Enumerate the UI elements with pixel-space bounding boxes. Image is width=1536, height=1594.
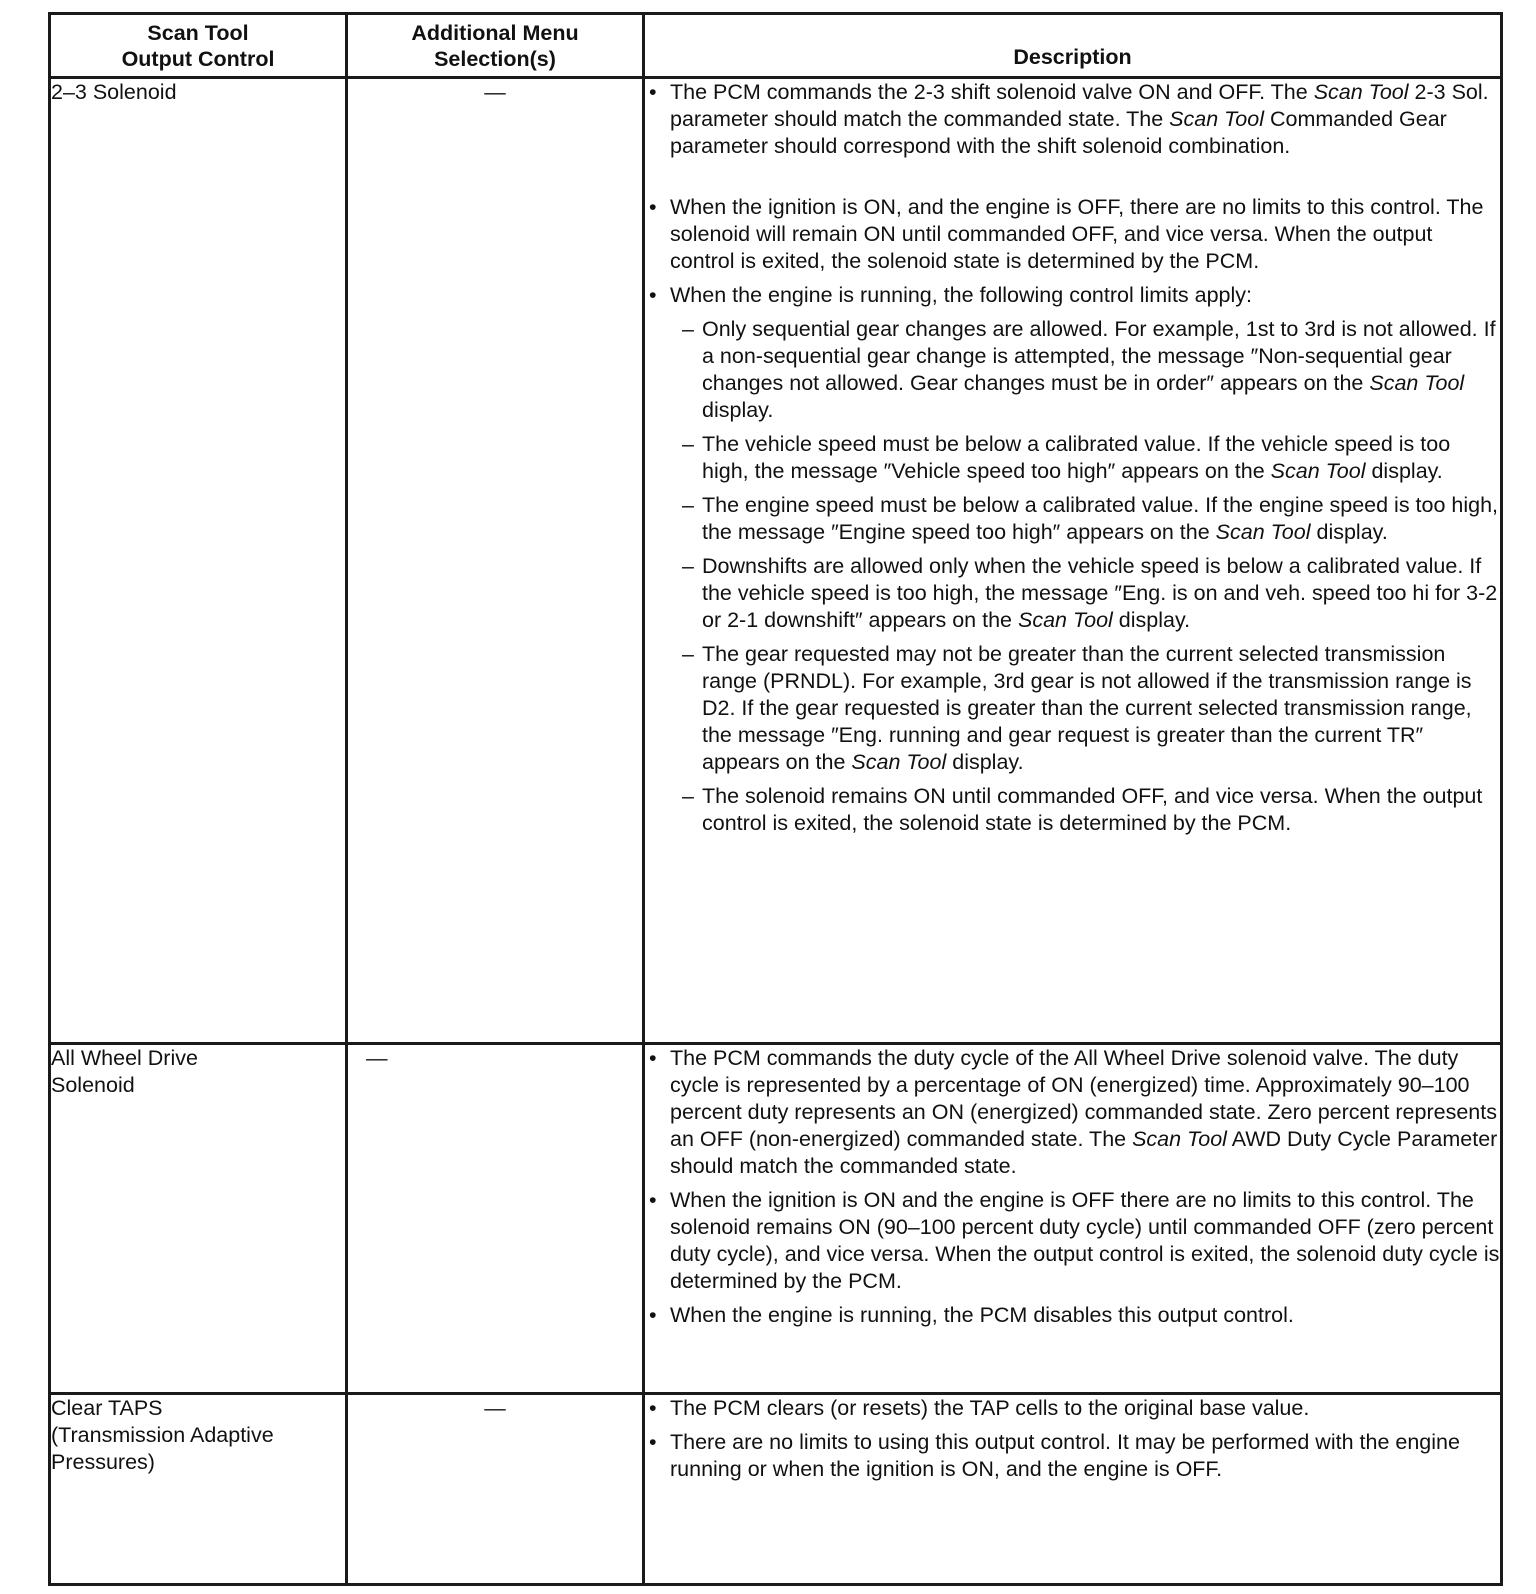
italic-term: Scan Tool — [1313, 80, 1409, 104]
bullet-item: • When the ignition is ON, and the engine is OFF, there are no limits to this control. The solenoid will remain ON until commanded OFF, and vice versa. When the output control is exited, the solenoid state is determined by the PCM. — [645, 194, 1500, 275]
bullet-list — [645, 1395, 1500, 1483]
menu-selection-cell: — — [347, 1394, 644, 1585]
menu-selection-cell: — — [347, 78, 644, 1044]
italic-term: Scan Tool — [1017, 608, 1113, 632]
header-description: Description — [644, 14, 1502, 78]
description-cell — [644, 78, 1502, 1044]
bullet-list — [645, 1045, 1500, 1329]
output-control-cell: Clear TAPS (Transmission Adaptive Pressures) — [50, 1394, 347, 1585]
header-menu-selection: Additional Menu Selection(s) — [347, 14, 644, 78]
table-row — [50, 1044, 1502, 1394]
sub-item: – Only sequential gear changes are allowed. For example, 1st to 3rd is not allowed. If a non-sequential gear change is attempted, the message ″Non-sequential gear changes not allowed. Gear changes must be in order″ appears on the Scan Tool display. — [670, 316, 1500, 424]
bullet-item: • The PCM commands the duty cycle of the All Wheel Drive solenoid valve. The duty cycle is represented by a percentage of ON (energized) time. Approximately 90–100 percent duty represents an ON (energized) commanded state. Zero percent represents an OFF (non-energized) commanded state. The Scan Tool AWD Duty Cycle Parameter should match the commanded state. — [645, 1045, 1500, 1180]
sub-item: – The vehicle speed must be below a calibrated value. If the vehicle speed is too high, the message ″Vehicle speed too high″ appears on the Scan Tool display. — [670, 431, 1500, 485]
italic-term: Scan Tool — [1132, 1127, 1227, 1151]
bullet-item: • When the engine is running, the PCM disables this output control. — [645, 1302, 1500, 1329]
output-control-table — [48, 12, 1503, 1586]
italic-term: Scan Tool — [1270, 459, 1366, 483]
bullet-item: • When the engine is running, the following control limits apply: – Only sequential gear changes are allowed. For example, 1st to 3rd is not allowed. If a non-sequential gear change is attempted, the message ″Non-sequential gear changes not allowed. Gear changes must be in order″ appears on the Scan Tool display. – The vehicle speed must be below a calibrated value. If the vehicle speed is too high, the message ″Vehicle speed too high″ appears on the Scan Tool display. – The engine speed must be below a calibrated value. If the engine speed is too high, the message ″Engine speed too high″ appears on the Scan Tool display. – Downshifts are allowed only when the vehicle speed is below a calibrated value. If the vehicle speed is too high, the message ″Eng. is on and veh. speed too hi for 3-2 or 2-1 downshift″ appears on the Scan Tool display. – The gear requested may not be greater than the current selected transmission range (PRNDL). For example, 3rd gear is not allowed if the transmission range is D2. If the gear requested is greater than the current selected transmission range, the message ″Eng. running and gear request is greater than the current TR″ appears on the Scan Tool display. – The solenoid remains ON until commanded OFF, and vice versa. When the output control is exited, the solenoid state is determined by the PCM. — [645, 282, 1500, 837]
table-header-row — [50, 14, 1502, 78]
sub-list — [670, 316, 1500, 837]
italic-term: Scan Tool — [1169, 107, 1264, 131]
bullet-item: • When the ignition is ON and the engine is OFF there are no limits to this control. The solenoid remains ON (90–100 percent duty cycle) until commanded OFF (zero percent duty cycle), and vice versa. When the output control is exited, the solenoid duty cycle is determined by the PCM. — [645, 1187, 1500, 1295]
table-row — [50, 1394, 1502, 1585]
menu-selection-cell: — — [347, 1044, 644, 1394]
italic-term: Scan Tool — [1369, 371, 1465, 395]
description-cell — [644, 1394, 1502, 1585]
table-row — [50, 78, 1502, 1044]
bullet-item: • There are no limits to using this output control. It may be performed with the engine running or when the ignition is ON, and the engine is OFF. — [645, 1429, 1500, 1483]
header-output-control: Scan Tool Output Control — [50, 14, 347, 78]
bullet-item: • The PCM clears (or resets) the TAP cells to the original base value. — [645, 1395, 1500, 1422]
bullet-item: • The PCM commands the 2-3 shift solenoid valve ON and OFF. The Scan Tool 2-3 Sol. parameter should match the commanded state. The Scan Tool Commanded Gear parameter should correspond with the shift solenoid combination. — [645, 79, 1500, 160]
bullet-list — [645, 79, 1500, 837]
description-cell — [644, 1044, 1502, 1394]
sub-item: – The engine speed must be below a calibrated value. If the engine speed is too high, the message ″Engine speed too high″ appears on the Scan Tool display. — [670, 492, 1500, 546]
sub-item: – The gear requested may not be greater than the current selected transmission range (PRNDL). For example, 3rd gear is not allowed if the transmission range is D2. If the gear requested is greater than the current selected transmission range, the message ″Eng. running and gear request is greater than the current TR″ appears on the Scan Tool display. — [670, 641, 1500, 776]
italic-term: Scan Tool — [851, 750, 947, 774]
sub-item: – The solenoid remains ON until commanded OFF, and vice versa. When the output control is exited, the solenoid state is determined by the PCM. — [670, 783, 1500, 837]
output-control-cell: 2–3 Solenoid — [50, 78, 347, 1044]
italic-term: Scan Tool — [1215, 520, 1311, 544]
output-control-cell: All Wheel Drive Solenoid — [50, 1044, 347, 1394]
sub-item: – Downshifts are allowed only when the vehicle speed is below a calibrated value. If the vehicle speed is too high, the message ″Eng. is on and veh. speed too hi for 3-2 or 2-1 downshift″ appears on the Scan Tool display. — [670, 553, 1500, 634]
